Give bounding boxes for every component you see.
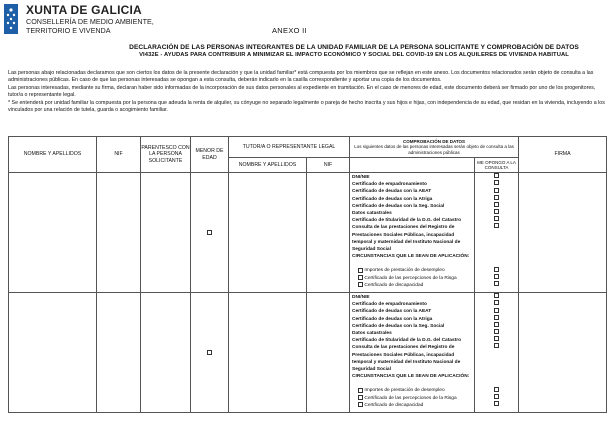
header-tutor: TUTOR/A O REPRESENTANTE LEGAL [229,137,350,158]
opongo-checkbox[interactable] [494,329,499,334]
header-tutor-nif: NIF [307,158,350,173]
consent-item: Certificado de deudas con la Seg. Social [352,323,445,329]
parentesco-cell[interactable] [141,173,191,293]
opongo-checkbox[interactable] [494,195,499,200]
menor-cell [191,173,229,293]
consent-item: Consulta de las prestaciones del Registro de [352,345,455,351]
consent-item: DNI/NIE [352,295,370,300]
firma-cell[interactable] [519,173,607,293]
nif-cell[interactable] [97,173,141,293]
document-subtitle: VI432E - AYUDAS PARA CONTRIBUIR A MINIMIZAR EL IMPACTO ECONÓMICO Y SOCIAL DEL COVID-19 EN LOS ALQUILERES DE VIVIENDA HABITUAL [139,52,569,58]
table-header-row [9,137,607,158]
circumstance-checkbox[interactable] [358,268,363,273]
circumstances-label: CIRCUNSTANCIAS QUE LE SEAN DE APLICACIÓN: [352,254,470,260]
consent-item: Seguridad Social [352,246,391,252]
header-menor: MENOR DE EDAD [191,137,229,173]
family-members-table [8,136,607,413]
nif-cell[interactable] [97,293,141,413]
opongo-checkbox[interactable] [494,315,499,320]
opongo-checkbox[interactable] [494,336,499,341]
circumstance-checkbox[interactable] [358,395,363,400]
opongo-checkbox[interactable] [494,322,499,327]
opongo-checkbox[interactable] [494,188,499,193]
header-nombre: NOMBRE Y APELLIDOS [9,137,97,173]
department-line-2: TERRITORIO E VIVENDA [26,26,111,36]
consent-item: Certificado de titularidad de la D.G. del Catastro [352,338,462,344]
tutor-nif-cell[interactable] [307,173,350,293]
consent-item: Certificado de deudas con la Seg. Social [352,203,445,209]
consent-item: Datos catastrales [352,330,392,336]
declaration-paragraph: * Se entenderá por unidad familiar la compuesta por la persona que adeuda la renta de alquiler, su cónyuge no separado legalmente o pareja de hecho inscrita y sus hijos e hijas, con independencia de su edad, que residan en la vivienda, incluyendo a los vinculados por una relación de tutela, guarda o acogimiento familiar. [8,100,605,114]
opongo-checkbox[interactable] [494,387,499,392]
annex-label: ANEXO II [272,26,307,35]
document-title: DECLARACIÓN DE LAS PERSONAS INTEGRANTES DE LA UNIDAD FAMILIAR DE LA PERSONA SOLICITANTE Y COMPROBACIÓN DE DATOS [129,44,579,51]
tutor-nombre-cell[interactable] [229,173,307,293]
table-row [9,173,607,293]
opongo-checkbox[interactable] [494,343,499,348]
consent-item: temporal y maternidad del Instituto Nacional de [352,239,461,245]
opongo-checkbox[interactable] [494,223,499,228]
header-tutor-nombre: NOMBRE Y APELLIDOS [229,158,307,173]
circumstance-item: Certificado de discapacidad [352,282,474,289]
xunta-logo-icon [4,4,18,34]
consent-item: Certificado de empadronamiento [352,182,427,188]
menor-checkbox[interactable] [207,350,212,355]
opongo-checkbox-column [475,173,519,293]
opongo-checkbox[interactable] [494,216,499,221]
menor-cell [191,293,229,413]
consent-item: Certificado de deudas con la AEAT [352,189,432,195]
tutor-nombre-cell[interactable] [229,293,307,413]
header-blank [350,158,475,173]
header-comprobacion [350,137,519,158]
opongo-checkbox[interactable] [494,308,499,313]
tutor-nif-cell[interactable] [307,293,350,413]
opongo-checkbox[interactable] [494,293,499,298]
header-comprobacion-title: COMPROBACIÓN DE DATOS [402,138,466,144]
consent-item: Certificado de deudas con la AEAT [352,309,432,315]
circumstance-checkbox[interactable] [358,388,363,393]
circumstance-checkbox[interactable] [358,282,363,287]
opongo-checkbox[interactable] [494,202,499,207]
department-line-1: CONSELLERÍA DE MEDIO AMBIENTE, [26,17,154,26]
circumstance-item: Importes de prestación de desempleo [352,267,474,274]
header-comprobacion-note: Los siguientes datos de las personas interesadas serán objeto de consulta a las administraciones públicas [354,144,514,155]
circumstance-item: Certificado de discapacidad [352,402,474,409]
opongo-checkbox[interactable] [494,300,499,305]
consent-list [350,293,475,413]
nombre-cell[interactable] [9,293,97,413]
header-nif: NIF [97,137,141,173]
circumstance-item: Importes de prestación de desempleo [352,387,474,394]
organization-block [26,3,154,36]
organization-name: XUNTA DE GALICIA [26,3,142,17]
opongo-checkbox[interactable] [494,209,499,214]
nombre-cell[interactable] [9,173,97,293]
menor-checkbox[interactable] [207,230,212,235]
consent-item: Prestaciones Sociales Públicas, incapacidad [352,352,455,358]
circumstances-label: CIRCUNSTANCIAS QUE LE SEAN DE APLICACIÓN: [352,374,470,380]
opongo-checkbox-column [475,293,519,413]
circumstance-item: Certificado de las percepciones de la Risga [352,395,474,402]
consent-item: Prestaciones Sociales Públicas, incapacidad [352,232,455,238]
circumstance-checkbox[interactable] [358,402,363,407]
circumstance-checkbox[interactable] [358,275,363,280]
consent-item: Certificado de empadronamiento [352,302,427,308]
opongo-checkbox[interactable] [494,180,499,185]
declaration-paragraph: Las personas abajo relacionadas declaramos que son ciertos los datos de la presente declaración y que la unidad familiar* está compuesta por los miembros que se reflejan en este anexo. Los documentos relacionados serán objeto de consulta a las administraciones públicas. En caso de que las personas interesadas se opongan a esta consulta, deberán indicarlo en la casilla correspondiente y aportar una copia de los documentos. [8,70,594,83]
consent-item: Certificado de deudas con la Atriga [352,196,433,202]
consent-item: Datos catastrales [352,210,392,216]
declaration-text [8,70,606,116]
consent-item: temporal y maternidad del Instituto Nacional de [352,359,461,365]
opongo-checkbox[interactable] [494,173,499,178]
opongo-checkbox[interactable] [494,401,499,406]
consent-list [350,173,475,293]
declaration-paragraph: Las personas interesadas, mediante su firma, declaran haber sido informadas de la incorporación de sus datos personales al expediente en tramitación. En el caso de menores de edad, este documento deberá ser firmado por uno de los progenitores, tutor/a o representante legal. [8,85,596,99]
consent-item: Certificado de deudas con la Atriga [352,316,433,322]
document-header [0,0,611,60]
circumstance-item: Certificado de las percepciones de la Risga [352,275,474,282]
consent-item: DNI/NIE [352,175,370,180]
consent-item: Seguridad Social [352,366,391,372]
consent-item: Consulta de las prestaciones del Registro de [352,225,455,231]
consent-item: Certificado de titularidad de la D.G. del Catastro [352,218,462,224]
opongo-checkbox[interactable] [494,281,499,286]
header-firma: FIRMA [519,137,607,173]
opongo-checkbox[interactable] [494,267,499,272]
opongo-checkbox[interactable] [494,274,499,279]
table-row [9,293,607,413]
firma-cell[interactable] [519,293,607,413]
parentesco-cell[interactable] [141,293,191,413]
header-parentesco: PARENTESCO CON LA PERSONA SOLICITANTE [141,137,191,173]
header-opongo: ME OPONGO A LA CONSULTA [475,158,519,173]
opongo-checkbox[interactable] [494,394,499,399]
